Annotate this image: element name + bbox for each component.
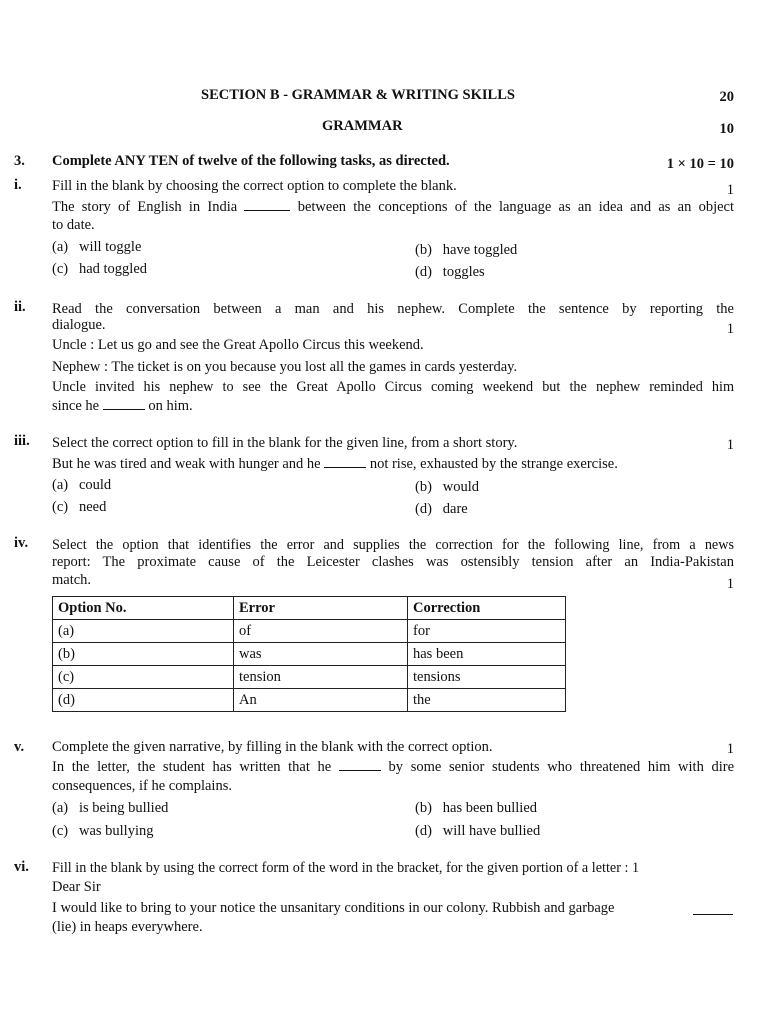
table-header: Correction bbox=[408, 597, 566, 620]
section-subtitle: GRAMMAR bbox=[322, 118, 403, 134]
item-ii-instruction-line2: dialogue. bbox=[52, 317, 106, 333]
option-c[interactable]: (c) had toggled bbox=[52, 261, 148, 277]
table-cell: has been bbox=[408, 643, 566, 666]
option-d[interactable]: (d) dare bbox=[415, 501, 468, 517]
item-i-marks: 1 bbox=[726, 182, 734, 198]
item-number-ii: ii. bbox=[14, 299, 26, 315]
table-cell: (b) bbox=[53, 643, 234, 666]
item-ii-instruction: Read the conversation between a man and his nephew. Complete the sentence by reporting the bbox=[52, 301, 734, 317]
item-vi-text-line1: I would like to bring to your notice the unsanitary conditions in our colony. Rubbish and garbage bbox=[52, 900, 615, 916]
answer-blank[interactable] bbox=[324, 455, 366, 468]
item-iv-marks: 1 bbox=[726, 576, 734, 592]
item-v-instruction: Complete the given narrative, by filling in the blank with the correct option. bbox=[52, 739, 493, 755]
report-line: Uncle invited his nephew to see the Great Apollo Circus coming weekend but the nephew reminded him bbox=[52, 379, 734, 395]
item-i-instruction: Fill in the blank by choosing the correct option to complete the blank. bbox=[52, 178, 457, 194]
option-d[interactable]: (d) toggles bbox=[415, 264, 485, 280]
answer-blank[interactable] bbox=[244, 198, 290, 211]
report-line2: since he on him. bbox=[52, 398, 193, 414]
table-row[interactable] bbox=[53, 689, 566, 712]
option-b[interactable]: (b) have toggled bbox=[415, 242, 518, 258]
option-d[interactable]: (d) will have bullied bbox=[415, 823, 541, 839]
option-a[interactable]: (a) is being bullied bbox=[52, 800, 169, 816]
table-cell: An bbox=[234, 689, 408, 712]
item-v-text: In the letter, the student has written that he by some senior students who threatened him with dire bbox=[52, 759, 735, 775]
option-c[interactable]: (c) was bullying bbox=[52, 823, 154, 839]
answer-blank[interactable] bbox=[339, 758, 381, 771]
table-row[interactable] bbox=[53, 620, 566, 643]
table-cell: for bbox=[408, 620, 566, 643]
table-row[interactable] bbox=[53, 643, 566, 666]
item-number-iv: iv. bbox=[14, 535, 29, 551]
option-c[interactable]: (c) need bbox=[52, 499, 107, 515]
section-marks: 20 bbox=[719, 89, 734, 105]
table-row[interactable] bbox=[53, 666, 566, 689]
item-number-iii: iii. bbox=[14, 433, 30, 449]
answer-blank[interactable] bbox=[693, 902, 733, 915]
salutation: Dear Sir bbox=[52, 879, 101, 895]
table-header-row bbox=[53, 597, 566, 620]
item-i-text bbox=[52, 198, 734, 217]
table-header: Error bbox=[234, 597, 408, 620]
item-vi-instruction: Fill in the blank by using the correct form of the word in the bracket, for the given portion of a letter : 1 bbox=[52, 860, 640, 876]
uncle-dialogue: Uncle : Let us go and see the Great Apollo Circus this weekend. bbox=[52, 337, 424, 353]
item-iii-text: But he was tired and weak with hunger and he not rise, exhausted by the strange exercise. bbox=[52, 456, 618, 472]
answer-blank[interactable] bbox=[103, 397, 145, 410]
table-cell: the bbox=[408, 689, 566, 712]
table-header: Option No. bbox=[53, 597, 234, 620]
table-cell: of bbox=[234, 620, 408, 643]
item-ii-marks: 1 bbox=[726, 321, 734, 337]
subtitle-marks: 10 bbox=[719, 121, 734, 137]
item-i-text-after: between the conceptions of the language as an idea and as an object bbox=[297, 199, 735, 215]
item-number-i: i. bbox=[14, 177, 22, 193]
table-cell: (a) bbox=[53, 620, 234, 643]
table-cell: was bbox=[234, 643, 408, 666]
table-cell: tensions bbox=[408, 666, 566, 689]
question-number: 3. bbox=[14, 153, 25, 169]
item-v-text-line2: consequences, if he complains. bbox=[52, 778, 232, 794]
item-iv-line1: Select the option that identifies the error and supplies the correction for the following line, from a news bbox=[52, 537, 734, 553]
item-iv-line3: match. bbox=[52, 572, 92, 588]
option-a[interactable]: (a) will toggle bbox=[52, 239, 142, 255]
table-cell: tension bbox=[234, 666, 408, 689]
item-i-text-line2: to date. bbox=[52, 217, 95, 233]
item-vi-text-line2: (lie) in heaps everywhere. bbox=[52, 919, 203, 935]
table-cell: (c) bbox=[53, 666, 234, 689]
option-b[interactable]: (b) has been bullied bbox=[415, 800, 538, 816]
item-number-vi: vi. bbox=[14, 859, 29, 875]
item-iv-line2: report: The proximate cause of the Leicester clashes was ostensibly tension after an India-Pakistan bbox=[52, 554, 734, 570]
question-instruction: Complete ANY TEN of twelve of the following tasks, as directed. bbox=[52, 153, 450, 169]
item-i-text-before: The story of English in India bbox=[52, 199, 238, 215]
table-cell: (d) bbox=[53, 689, 234, 712]
nephew-dialogue: Nephew : The ticket is on you because you lost all the games in cards yesterday. bbox=[52, 359, 518, 375]
option-b[interactable]: (b) would bbox=[415, 479, 480, 495]
item-number-v: v. bbox=[14, 739, 25, 755]
option-a[interactable]: (a) could bbox=[52, 477, 112, 493]
error-correction-table bbox=[52, 596, 566, 712]
item-iii-instruction: Select the correct option to fill in the blank for the given line, from a short story. bbox=[52, 435, 518, 451]
section-title: SECTION B - GRAMMAR & WRITING SKILLS bbox=[201, 87, 515, 103]
question-marks: 1 × 10 = 10 bbox=[666, 156, 734, 172]
item-v-marks: 1 bbox=[726, 741, 734, 757]
item-iii-marks: 1 bbox=[726, 437, 734, 453]
